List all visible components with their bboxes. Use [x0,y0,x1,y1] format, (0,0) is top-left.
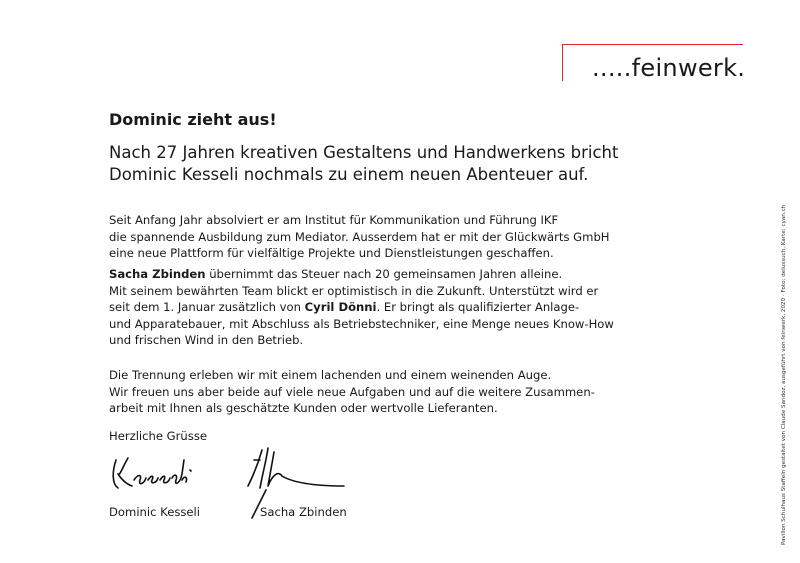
name-cyril-doenni: Cyril Dönni [304,300,377,314]
signatory-name: Sacha Zbinden [260,505,347,519]
text-line: eine neue Plattform für vielfältige Projekte und Dienstleistungen geschaffen. [109,246,554,260]
lead-line: Nach 27 Jahren kreativen Gestaltens und Handwerkens bricht [109,143,619,162]
text-fragment: übernimmt das Steuer nach 20 gemeinsamen Jahren alleine. [205,267,563,281]
feinwerk-logo: .....feinwerk. [592,54,746,82]
text-line: arbeit mit Ihnen als geschätzte Kunden oder wertvolle Lieferanten. [109,401,498,415]
closing-greeting: Herzliche Grüsse [109,429,207,443]
signature-dominic-kesseli [108,452,208,494]
paragraph-farewell [109,367,669,417]
image-credit: Pavillon Schulhaus Staffeln gestaltet von Claude Sandoz, ausgeführt von feinwerk, 2020 · Foto: delussuch, Karte: cyan.ch [781,204,787,545]
text-line: Wir freuen uns aber beide auf viele neue Aufgaben und auf die weitere Zusammen- [109,384,595,399]
signatory-name: Dominic Kesseli [109,505,200,519]
text-fragment: seit dem 1. Januar zusätzlich von [109,300,305,314]
paragraph-succession [109,266,669,349]
lead-paragraph [109,142,689,186]
paragraph-training [109,212,669,262]
text-line: und frischen Wind in den Betrieb. [109,333,304,347]
letter-title: Dominic zieht aus! [109,110,277,129]
text-line: die spannende Ausbildung zum Mediator. Ausserdem hat er mit der Glückwärts GmbH [109,229,610,244]
text-line: und Apparatebauer, mit Abschluss als Betriebstechniker, eine Menge neues Know-How [109,316,614,331]
text-line [109,299,669,316]
text-line: Mit seinem bewährten Team blickt er optimistisch in die Zukunft. Unterstützt wird er [109,283,599,298]
name-sacha-zbinden: Sacha Zbinden [109,267,206,281]
text-fragment: . Er bringt als qualifizierter Anlage- [376,300,580,314]
text-line: Seit Anfang Jahr absolviert er am Institut für Kommunikation und Führung IKF [109,213,559,227]
lead-line: Dominic Kesseli nochmals zu einem neuen Abenteuer auf. [109,165,589,184]
text-line [109,266,669,283]
text-line: Die Trennung erleben wir mit einem lachenden und einem weinenden Auge. [109,368,552,382]
